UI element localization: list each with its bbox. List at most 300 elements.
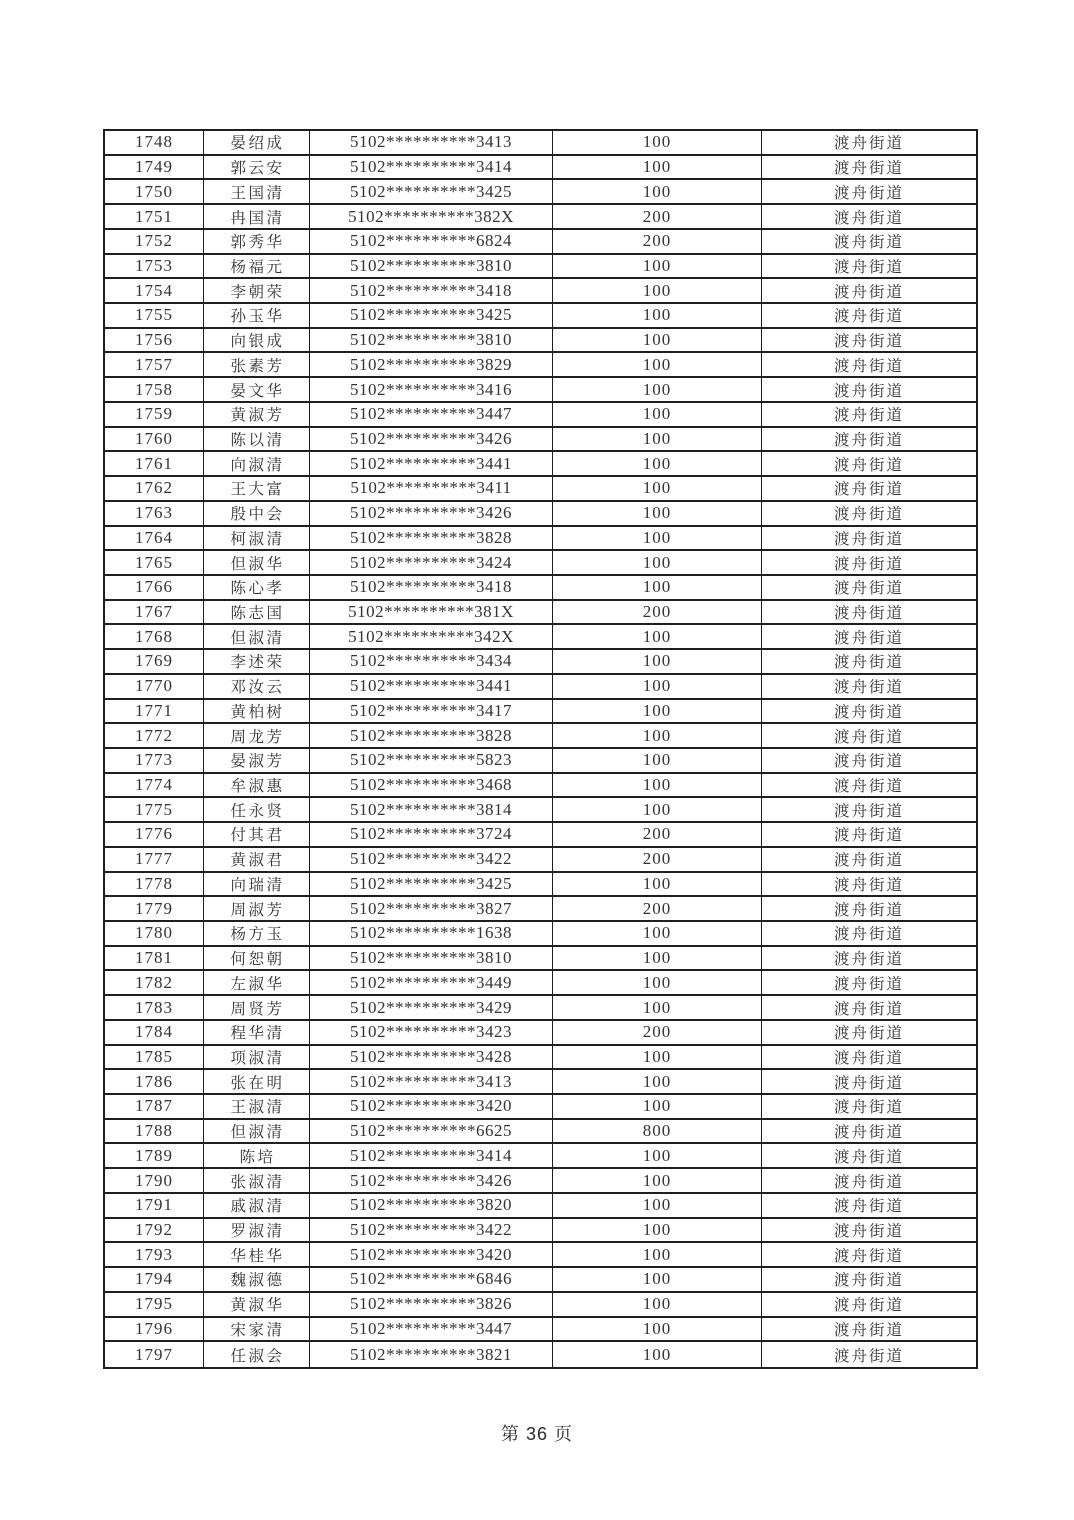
cell-amount: 100: [553, 1144, 762, 1167]
cell-amount: 200: [553, 897, 762, 920]
cell-amount: 100: [553, 922, 762, 945]
cell-serial-number: 1762: [105, 477, 204, 500]
cell-person-name: 但淑清: [204, 1120, 310, 1143]
table-row: [105, 996, 976, 1021]
cell-amount: 200: [553, 230, 762, 253]
cell-street: 渡舟街道: [833, 679, 904, 697]
table-row: [105, 279, 976, 304]
table-row: [105, 774, 976, 799]
table-row: [105, 823, 976, 848]
cell-amount: 100: [553, 1046, 762, 1069]
cell-serial-number: 1766: [105, 576, 204, 599]
cell-amount: 100: [553, 255, 762, 278]
cell-serial-number: 1778: [105, 873, 204, 896]
cell-masked-id-number: 5102**********1638: [310, 922, 553, 945]
cell-serial-number: 1771: [105, 700, 204, 723]
cell-masked-id-number: 5102**********3423: [310, 1021, 553, 1044]
cell-amount: 100: [553, 180, 762, 203]
table-row: [105, 873, 976, 898]
cell-street: 渡舟街道: [833, 703, 904, 721]
table-row: [105, 230, 976, 255]
cell-street: 渡舟街道: [833, 802, 904, 820]
cell-street: 渡舟街道: [833, 753, 904, 771]
cell-person-name: 但淑华: [204, 551, 310, 574]
cell-masked-id-number: 5102**********3441: [310, 675, 553, 698]
cell-masked-id-number: 5102**********3810: [310, 255, 553, 278]
cell-amount: 100: [553, 452, 762, 475]
table-row: [105, 255, 976, 280]
cell-masked-id-number: 5102**********3425: [310, 180, 553, 203]
table-row: [105, 502, 976, 527]
cell-amount: 200: [553, 205, 762, 228]
cell-serial-number: 1770: [105, 675, 204, 698]
cell-street: 渡舟街道: [833, 827, 904, 845]
table-row: [105, 477, 976, 502]
cell-person-name: 孙玉华: [204, 304, 310, 327]
table-row: [105, 675, 976, 700]
cell-street: 渡舟街道: [833, 407, 904, 425]
table-row: [105, 304, 976, 329]
table-row: [105, 353, 976, 378]
cell-person-name: 柯淑清: [204, 527, 310, 550]
cell-serial-number: 1780: [105, 922, 204, 945]
cell-street: 渡舟街道: [833, 1049, 904, 1067]
cell-person-name: 张淑清: [204, 1169, 310, 1192]
cell-amount: 200: [553, 1021, 762, 1044]
cell-amount: 100: [553, 131, 762, 154]
table-row: [105, 848, 976, 873]
cell-masked-id-number: 5102**********3821: [310, 1342, 553, 1367]
cell-masked-id-number: 5102**********3826: [310, 1293, 553, 1316]
cell-amount: 100: [553, 428, 762, 451]
cell-person-name: 牟淑惠: [204, 774, 310, 797]
cell-serial-number: 1756: [105, 329, 204, 352]
table-row: [105, 749, 976, 774]
cell-masked-id-number: 5102**********3418: [310, 576, 553, 599]
table-row: [105, 428, 976, 453]
cell-amount: 100: [553, 996, 762, 1019]
cell-street: 渡舟街道: [833, 555, 904, 573]
cell-amount: 100: [553, 1318, 762, 1341]
cell-masked-id-number: 5102**********3413: [310, 131, 553, 154]
cell-person-name: 宋家清: [204, 1318, 310, 1341]
cell-serial-number: 1761: [105, 452, 204, 475]
cell-masked-id-number: 5102**********382X: [310, 205, 553, 228]
cell-serial-number: 1748: [105, 131, 204, 154]
cell-masked-id-number: 5102**********3820: [310, 1194, 553, 1217]
cell-masked-id-number: 5102**********3426: [310, 502, 553, 525]
cell-masked-id-number: 5102**********3429: [310, 996, 553, 1019]
cell-serial-number: 1789: [105, 1144, 204, 1167]
cell-amount: 200: [553, 601, 762, 624]
cell-serial-number: 1769: [105, 650, 204, 673]
table-row: [105, 1120, 976, 1145]
cell-masked-id-number: 5102**********381X: [310, 601, 553, 624]
cell-masked-id-number: 5102**********3468: [310, 774, 553, 797]
cell-masked-id-number: 5102**********3422: [310, 848, 553, 871]
cell-person-name: 任淑会: [204, 1342, 310, 1367]
cell-person-name: 向瑞清: [204, 873, 310, 896]
cell-street: 渡舟街道: [833, 580, 904, 598]
cell-person-name: 向银成: [204, 329, 310, 352]
cell-amount: 100: [553, 329, 762, 352]
cell-serial-number: 1754: [105, 279, 204, 302]
page-number: 第 36 页: [500, 1424, 574, 1444]
table-row: [105, 1095, 976, 1120]
cell-masked-id-number: 5102**********3420: [310, 1095, 553, 1118]
cell-street: 渡舟街道: [833, 1247, 904, 1265]
table-row: [105, 403, 976, 428]
cell-serial-number: 1774: [105, 774, 204, 797]
cell-serial-number: 1753: [105, 255, 204, 278]
table-row: [105, 1021, 976, 1046]
cell-person-name: 戚淑清: [204, 1194, 310, 1217]
cell-masked-id-number: 5102**********3447: [310, 1318, 553, 1341]
cell-person-name: 黄淑君: [204, 848, 310, 871]
cell-serial-number: 1759: [105, 403, 204, 426]
table-row: [105, 724, 976, 749]
table-row: [105, 1144, 976, 1169]
cell-street: 渡舟街道: [833, 234, 904, 252]
cell-amount: 100: [553, 947, 762, 970]
cell-masked-id-number: 5102**********3416: [310, 378, 553, 401]
cell-person-name: 王淑清: [204, 1095, 310, 1118]
cell-masked-id-number: 5102**********3810: [310, 329, 553, 352]
cell-amount: 100: [553, 527, 762, 550]
cell-street: 渡舟街道: [833, 258, 904, 276]
cell-serial-number: 1749: [105, 156, 204, 179]
cell-serial-number: 1787: [105, 1095, 204, 1118]
cell-street: 渡舟街道: [833, 530, 904, 548]
table-row: [105, 922, 976, 947]
cell-person-name: 晏绍成: [204, 131, 310, 154]
cell-person-name: 王大富: [204, 477, 310, 500]
table-row: [105, 551, 976, 576]
cell-serial-number: 1773: [105, 749, 204, 772]
table-row: [105, 1342, 976, 1367]
cell-person-name: 陈培: [204, 1144, 310, 1167]
table-row: [105, 1318, 976, 1343]
cell-street: 渡舟街道: [833, 160, 904, 178]
cell-masked-id-number: 5102**********3420: [310, 1243, 553, 1266]
cell-amount: 100: [553, 477, 762, 500]
cell-street: 渡舟街道: [833, 605, 904, 623]
cell-person-name: 陈心孝: [204, 576, 310, 599]
table-row: [105, 452, 976, 477]
cell-amount: 100: [553, 1268, 762, 1291]
cell-person-name: 晏淑芳: [204, 749, 310, 772]
cell-street: 渡舟街道: [833, 778, 904, 796]
cell-masked-id-number: 5102**********3425: [310, 873, 553, 896]
cell-street: 渡舟街道: [833, 333, 904, 351]
cell-street: 渡舟街道: [833, 135, 904, 153]
cell-serial-number: 1760: [105, 428, 204, 451]
cell-masked-id-number: 5102**********3411: [310, 477, 553, 500]
cell-masked-id-number: 5102**********3417: [310, 700, 553, 723]
cell-masked-id-number: 5102**********3449: [310, 971, 553, 994]
cell-person-name: 周淑芳: [204, 897, 310, 920]
cell-person-name: 杨福元: [204, 255, 310, 278]
cell-amount: 100: [553, 774, 762, 797]
table-row: [105, 205, 976, 230]
cell-street: 渡舟街道: [833, 901, 904, 919]
cell-masked-id-number: 5102**********3426: [310, 1169, 553, 1192]
table-row: [105, 1268, 976, 1293]
cell-masked-id-number: 5102**********3441: [310, 452, 553, 475]
cell-person-name: 张素芳: [204, 353, 310, 376]
cell-masked-id-number: 5102**********3724: [310, 823, 553, 846]
cell-person-name: 李朝荣: [204, 279, 310, 302]
cell-masked-id-number: 5102**********3827: [310, 897, 553, 920]
cell-person-name: 冉国清: [204, 205, 310, 228]
cell-amount: 100: [553, 650, 762, 673]
table-row: [105, 798, 976, 823]
cell-masked-id-number: 5102**********3413: [310, 1070, 553, 1093]
cell-amount: 100: [553, 378, 762, 401]
cell-street: 渡舟街道: [833, 951, 904, 969]
cell-person-name: 项淑清: [204, 1046, 310, 1069]
cell-street: 渡舟街道: [833, 481, 904, 499]
cell-serial-number: 1784: [105, 1021, 204, 1044]
cell-amount: 100: [553, 1243, 762, 1266]
cell-amount: 800: [553, 1120, 762, 1143]
table-row: [105, 576, 976, 601]
cell-person-name: 郭云安: [204, 156, 310, 179]
table-row: [105, 1046, 976, 1071]
cell-street: 渡舟街道: [833, 1173, 904, 1191]
cell-amount: 200: [553, 823, 762, 846]
cell-masked-id-number: 5102**********3447: [310, 403, 553, 426]
cell-street: 渡舟街道: [833, 283, 904, 301]
cell-masked-id-number: 5102**********6824: [310, 230, 553, 253]
cell-person-name: 华桂华: [204, 1243, 310, 1266]
cell-serial-number: 1791: [105, 1194, 204, 1217]
table-row: [105, 897, 976, 922]
cell-person-name: 魏淑德: [204, 1268, 310, 1291]
cell-serial-number: 1790: [105, 1169, 204, 1192]
cell-street: 渡舟街道: [833, 654, 904, 672]
cell-serial-number: 1782: [105, 971, 204, 994]
cell-street: 渡舟街道: [833, 1321, 904, 1339]
cell-serial-number: 1764: [105, 527, 204, 550]
cell-masked-id-number: 5102**********3418: [310, 279, 553, 302]
cell-serial-number: 1779: [105, 897, 204, 920]
cell-masked-id-number: 5102**********3422: [310, 1219, 553, 1242]
cell-serial-number: 1786: [105, 1070, 204, 1093]
cell-serial-number: 1788: [105, 1120, 204, 1143]
cell-street: 渡舟街道: [833, 456, 904, 474]
cell-street: 渡舟街道: [833, 975, 904, 993]
cell-street: 渡舟街道: [833, 629, 904, 647]
cell-amount: 100: [553, 724, 762, 747]
cell-street: 渡舟街道: [833, 1148, 904, 1166]
table-row: [105, 1243, 976, 1268]
cell-amount: 100: [553, 1219, 762, 1242]
cell-street: 渡舟街道: [833, 1272, 904, 1290]
cell-amount: 100: [553, 625, 762, 648]
table-row: [105, 1219, 976, 1244]
cell-masked-id-number: 5102**********3814: [310, 798, 553, 821]
cell-amount: 100: [553, 1095, 762, 1118]
table-row: [105, 329, 976, 354]
cell-serial-number: 1757: [105, 353, 204, 376]
cell-street: 渡舟街道: [833, 184, 904, 202]
cell-serial-number: 1772: [105, 724, 204, 747]
cell-amount: 100: [553, 353, 762, 376]
cell-masked-id-number: 5102**********3424: [310, 551, 553, 574]
cell-serial-number: 1775: [105, 798, 204, 821]
cell-serial-number: 1794: [105, 1268, 204, 1291]
cell-masked-id-number: 5102**********3426: [310, 428, 553, 451]
cell-person-name: 周贤芳: [204, 996, 310, 1019]
cell-masked-id-number: 5102**********3414: [310, 156, 553, 179]
cell-masked-id-number: 5102**********3434: [310, 650, 553, 673]
cell-person-name: 殷中会: [204, 502, 310, 525]
cell-person-name: 罗淑清: [204, 1219, 310, 1242]
cell-street: 渡舟街道: [833, 926, 904, 944]
cell-serial-number: 1776: [105, 823, 204, 846]
cell-amount: 100: [553, 749, 762, 772]
cell-street: 渡舟街道: [833, 1000, 904, 1018]
cell-amount: 100: [553, 700, 762, 723]
cell-person-name: 晏文华: [204, 378, 310, 401]
cell-masked-id-number: 5102**********342X: [310, 625, 553, 648]
cell-serial-number: 1781: [105, 947, 204, 970]
cell-amount: 100: [553, 403, 762, 426]
cell-street: 渡舟街道: [833, 1222, 904, 1240]
cell-street: 渡舟街道: [833, 431, 904, 449]
cell-person-name: 黄淑芳: [204, 403, 310, 426]
cell-street: 渡舟街道: [833, 1025, 904, 1043]
beneficiary-table: [103, 129, 978, 1369]
cell-amount: 100: [553, 551, 762, 574]
cell-street: 渡舟街道: [833, 852, 904, 870]
table-row: [105, 180, 976, 205]
cell-serial-number: 1768: [105, 625, 204, 648]
cell-serial-number: 1765: [105, 551, 204, 574]
table-row: [105, 527, 976, 552]
cell-person-name: 邓汝云: [204, 675, 310, 698]
cell-masked-id-number: 5102**********5823: [310, 749, 553, 772]
cell-amount: 100: [553, 1169, 762, 1192]
cell-serial-number: 1777: [105, 848, 204, 871]
cell-person-name: 何恕朝: [204, 947, 310, 970]
table-row: [105, 1293, 976, 1318]
cell-person-name: 陈志国: [204, 601, 310, 624]
cell-street: 渡舟街道: [833, 1074, 904, 1092]
cell-amount: 100: [553, 873, 762, 896]
cell-serial-number: 1793: [105, 1243, 204, 1266]
cell-amount: 100: [553, 1342, 762, 1367]
table-row: [105, 971, 976, 996]
table-row: [105, 601, 976, 626]
cell-serial-number: 1750: [105, 180, 204, 203]
cell-serial-number: 1763: [105, 502, 204, 525]
cell-street: 渡舟街道: [833, 357, 904, 375]
cell-person-name: 周龙芳: [204, 724, 310, 747]
table-row: [105, 700, 976, 725]
cell-person-name: 黄柏树: [204, 700, 310, 723]
cell-amount: 100: [553, 304, 762, 327]
cell-person-name: 杨方玉: [204, 922, 310, 945]
table-row: [105, 947, 976, 972]
cell-street: 渡舟街道: [833, 1198, 904, 1216]
cell-serial-number: 1755: [105, 304, 204, 327]
table-row: [105, 1194, 976, 1219]
cell-serial-number: 1751: [105, 205, 204, 228]
cell-serial-number: 1796: [105, 1318, 204, 1341]
cell-person-name: 左淑华: [204, 971, 310, 994]
cell-person-name: 程华清: [204, 1021, 310, 1044]
cell-person-name: 王国清: [204, 180, 310, 203]
cell-masked-id-number: 5102**********3828: [310, 724, 553, 747]
cell-masked-id-number: 5102**********6846: [310, 1268, 553, 1291]
cell-street: 渡舟街道: [833, 382, 904, 400]
cell-person-name: 陈以清: [204, 428, 310, 451]
cell-serial-number: 1767: [105, 601, 204, 624]
cell-masked-id-number: 5102**********3414: [310, 1144, 553, 1167]
cell-serial-number: 1795: [105, 1293, 204, 1316]
cell-person-name: 向淑清: [204, 452, 310, 475]
cell-person-name: 但淑清: [204, 625, 310, 648]
cell-person-name: 任永贤: [204, 798, 310, 821]
cell-serial-number: 1785: [105, 1046, 204, 1069]
cell-person-name: 付其君: [204, 823, 310, 846]
cell-serial-number: 1758: [105, 378, 204, 401]
cell-amount: 100: [553, 576, 762, 599]
table-row: [105, 378, 976, 403]
table-row: [105, 650, 976, 675]
table-row: [105, 156, 976, 181]
cell-amount: 100: [553, 971, 762, 994]
cell-street: 渡舟街道: [833, 1124, 904, 1142]
cell-amount: 100: [553, 279, 762, 302]
cell-street: 渡舟街道: [833, 1099, 904, 1117]
cell-masked-id-number: 5102**********3425: [310, 304, 553, 327]
cell-amount: 100: [553, 156, 762, 179]
table-row: [105, 625, 976, 650]
cell-street: 渡舟街道: [833, 1297, 904, 1315]
cell-street: 渡舟街道: [833, 308, 904, 326]
cell-masked-id-number: 5102**********3428: [310, 1046, 553, 1069]
cell-amount: 100: [553, 1293, 762, 1316]
cell-street: 渡舟街道: [833, 209, 904, 227]
cell-person-name: 郭秀华: [204, 230, 310, 253]
cell-amount: 100: [553, 798, 762, 821]
cell-amount: 100: [553, 1070, 762, 1093]
cell-person-name: 张在明: [204, 1070, 310, 1093]
cell-masked-id-number: 5102**********3810: [310, 947, 553, 970]
cell-person-name: 李述荣: [204, 650, 310, 673]
cell-serial-number: 1797: [105, 1342, 204, 1367]
cell-amount: 100: [553, 675, 762, 698]
table-row: [105, 1070, 976, 1095]
cell-masked-id-number: 5102**********3828: [310, 527, 553, 550]
cell-street: 渡舟街道: [833, 876, 904, 894]
cell-serial-number: 1792: [105, 1219, 204, 1242]
cell-masked-id-number: 5102**********6625: [310, 1120, 553, 1143]
cell-serial-number: 1752: [105, 230, 204, 253]
table-row: [105, 131, 976, 156]
cell-amount: 100: [553, 502, 762, 525]
cell-amount: 100: [553, 1194, 762, 1217]
cell-amount: 200: [553, 848, 762, 871]
cell-street: 渡舟街道: [833, 506, 904, 524]
cell-masked-id-number: 5102**********3829: [310, 353, 553, 376]
cell-street: 渡舟街道: [833, 728, 904, 746]
cell-serial-number: 1783: [105, 996, 204, 1019]
cell-person-name: 黄淑华: [204, 1293, 310, 1316]
